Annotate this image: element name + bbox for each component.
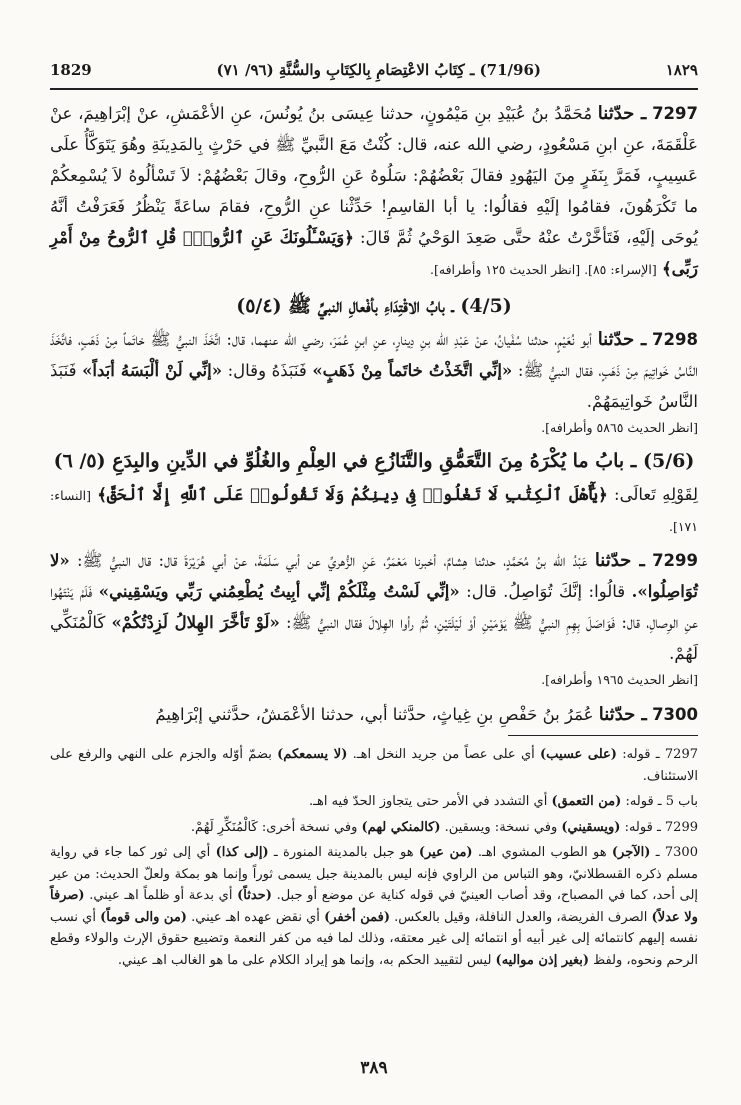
footnotes <box>50 744 698 975</box>
footnote-text: هو جبل بالمدينة المنورة ـ <box>273 845 414 860</box>
page <box>50 0 698 1105</box>
prophet-quote: «لَوْ تَأخَّرَ الهِلالُ لَزِدْتُكُمْ» <box>111 613 280 632</box>
footnote-term: (الآجر) <box>611 845 651 860</box>
footnote-term: (حدثاً) <box>237 888 272 903</box>
footnote-term: (من التعمق) <box>551 794 622 809</box>
chapter-heading-5: (5/6) ـ بابُ ما يُكْرَهُ مِنَ التَّعَمُّقِ والتَّنَازُعِ في العِلْمِ والغُلُوِّ في الدِّينِ والبِدَعِ (٥/ ٦) <box>53 450 695 472</box>
hadith-text: مُحَمَّدُ بنُ عُبَيْدِ بنِ مَيْمُونٍ، حدثنا عِيسَى بنُ يُونُسَ، عنِ الأعْمَشِ، عنْ إبْرَاهِيمَ، عنْ عَلْقَمَةَ، عنِ ابنِ مَسْعُودٍ، رضي الله عنه، قال: كُنْتُ مَعَ النَّبيِّ ﷺ في حَرْثٍ بِالمَدِينَةِ وهُوَ يَتَوَكَّأُ علَى عَسِيبٍ، فَمَرَّ بِنَفَرٍ مِنَ اليَهُودِ فقالَ بَعْضُهُمْ: سَلُوهُ عَنِ الرُّوحِ، وقالَ بَعْضُهُمْ: لاَ تَسْألُوهُ لاَ يُسْمِعكُمْ ما تَكْرَهُونَ، فقامُوا إلَيْهِ فقالُوا: يا أبا القاسِمِ! حَدِّثْنا عنِ الرُّوحِ، فقامَ ساعَةً يَنْظُرُ فَعَرَفْتُ أنَّهُ يُوحَى إلَيْهِ، فَتَأخَّرْتُ عنْهُ حتَّى صَعِدَ الوَحْيُ ثُمَّ قَالَ: <box>50 104 698 247</box>
footnote-text: أي إلى ثور كما جاء في رواية مسلم ذكره القسطلانيّ، وهو التباس من الراوي فإنه ليس بالمدينة جبل يسمى ثوراً وإنما هو بمكة ولعلّ الحديث: من عير إلى أحد، كما في المصباح، وقد أصاب العينيّ في قوله كناية عن موضع أو جبل. <box>50 845 699 903</box>
running-header <box>50 56 698 84</box>
footnote-text: أي بدعة أو ظلماً اهـ عيني. <box>89 888 233 903</box>
hadith-reference: [انظر الحديث ١٩٦٥ وأطرافه]. <box>541 672 698 687</box>
header-rule <box>50 88 698 90</box>
verse-reference: [النساء: ١٧١]. <box>50 488 698 534</box>
haddathana-label: ـ حدّثنا <box>597 329 647 350</box>
hadith-number: 7298 <box>652 330 698 349</box>
footnote-label: باب 5 ـ قوله: <box>625 794 698 809</box>
footnote-text: بضمّ أوّله والجزم على النهي والرفع على الاستئناف. <box>50 747 698 784</box>
hadith-7298 <box>50 324 698 417</box>
footnote-label: 7300 ـ <box>655 845 698 860</box>
chapter-heading-4: (4/5) ـ بابُ الاقْتِدَاءِ بأفْعالِ النبيِّ ﷺ (٥/٤) <box>236 295 512 317</box>
prophet-quote: «إنِّي لَنْ ألْبَسَهُ أبَداً» <box>82 361 223 380</box>
footnote-term: (لا يسمعكم) <box>277 747 348 762</box>
page-number: ٣٨٩ <box>360 1058 388 1078</box>
footnote-term: (من عير) <box>418 845 473 860</box>
hadith-7299 <box>50 545 698 669</box>
footnote-term: (صرفاً ولا عدلاً) <box>50 888 698 925</box>
hadith-7297 <box>50 98 698 284</box>
prophet-quote: «إنِّي لَسْتُ مِثْلَكُمْ إنِّي أبِيتُ يُطْعِمُني رَبِّي ويَسْقِيني» <box>98 582 460 601</box>
footnote-text: أي على عصاً من جريد النخل اهـ. <box>352 747 535 762</box>
footnote-label: 7299 ـ قوله: <box>624 819 698 835</box>
hadith-text-mid: قالُوا: إنَّكَ تُوَاصِلُ. قال: <box>466 582 626 601</box>
hadith-text: عَبْدُ الله بنُ مُحَمَّدٍ، حدثنا هِشامٌ، أخبرنا مَعْمَرٌ، عَنِ الزُّهريِّ عن أبي سَلَمَةَ، عنْ أبي هُرَيْرَةَ قال: قال النبيُّ ﷺ: <box>76 551 588 570</box>
header-page-latin: 1829 <box>50 61 92 79</box>
quran-quote: ﴿وَيَسْـَٔلُونَكَ عَنِ ٱلرُّوحِۖ قُلِ ٱلرُّوحُ مِنْ أَمْرِ رَبِّى﴾ <box>50 228 698 278</box>
footnote-7300 <box>50 842 698 971</box>
main-text <box>50 98 698 730</box>
footnote-text: أي التشدد في الأمر حتى يتجاوز الحدّ فيه اهـ. <box>309 794 548 809</box>
footnote-term: (من والى قوماً) <box>100 909 187 925</box>
header-title: (71/96) ـ كِتَابُ الاعْتِصَامِ بِالكِتَابِ والسُّنَّةِ (٩٦/ ٧١) <box>216 61 541 79</box>
footnote-text: وفي نسخة أخرى: كَالْمُنَكِّرِ لَهُمْ. <box>190 819 358 835</box>
hadith-text: عُمَرُ بنُ حَفْصِ بنِ غِياثٍ، حدَّثنا أبي، حدثنا الأعْمَشُ، حدَّثني إبْرَاهِيمُ <box>155 705 594 724</box>
footnote-label: 7297 ـ قوله: <box>622 747 698 762</box>
hadith-text: أبو نُعَيْمٍ، حدثنا سُفْيانُ، عنْ عَبْدِ الله بنِ دِينارٍ، عنِ ابنِ عُمَرَ، رضي الله عنهما، قال: اتَّخَذَ النبيُّ ﷺ خاتَماً مِنْ ذَهَبٍ، فاتَّخَذَ النَّاسُ خَواتِيمَ مِنْ ذَهَبٍ، فقال النبيُّ ﷺ: <box>50 330 699 380</box>
haddathana-label: ـ حدّثنا <box>598 704 647 725</box>
hadith-number: 7300 <box>652 705 698 724</box>
hadith-text-end: فَنَبَذَ النَّاسُ خَواتِيمَهُمْ. <box>50 361 698 411</box>
footnote-text: هو الطوب المشوي اهـ. <box>477 845 607 860</box>
footnote-term: (ويسقيني) <box>561 819 621 835</box>
hadith-reference: [انظر الحديث ٥٨٦٥ وأطرافه]. <box>541 420 698 435</box>
hadith-text-end: كَالْمُنَكِّي لَهُمْ. <box>50 613 698 663</box>
header-page-arabic: ١٨٢٩ <box>665 61 698 79</box>
footnote-text: وفي نسخة: ويسقين. <box>444 819 558 835</box>
hadith-text-mid: فَنَبَذَهُ وقال: <box>227 361 307 380</box>
verse-citation <box>50 479 698 541</box>
footnote-text: أي نقض عهده اهـ عيني. <box>191 909 320 925</box>
footnote-term: (بغير إذن مواليه) <box>495 952 589 968</box>
hadith-number: 7297 <box>652 104 698 123</box>
hadith-7300 <box>50 699 698 730</box>
hadith-text-mid: فَلَمْ يَنْتَهُوا عنِ الوِصالِ، قال: فَوَاصَلَ بِهِمِ النبيُّ ﷺ يَوْمَيْنِ أوْ لَيْلَتَيْنِ، ثُمَّ رأوا الهِلالَ فقال النبيُّ ﷺ: <box>50 582 698 632</box>
haddathana-label: ـ حدّثنا <box>594 550 645 571</box>
hadith-number: 7299 <box>652 551 699 570</box>
prophet-quote: «لا تُوَاصِلُوا». <box>50 551 698 601</box>
hadith-reference: [الإسراء: ٨٥]. [انظر الحديث ١٢٥ وأطرافه]. <box>430 262 657 277</box>
footnote-text: أي نسب نفسه إليهم كانتمائه إلى غير أبيه أو انتمائه إلى غير معتقه، وذلك لما فيه من كفر النعمة وتضييع حقوق الإرث والولاء وقطع الرحم ونحوه، ولفظ <box>50 909 698 968</box>
prophet-quote: «إنِّي اتَّخَذْتُ خاتَماً مِنْ ذَهَبٍ» <box>312 361 513 380</box>
footnote-bab-5 <box>50 791 698 813</box>
verse-intro: لِقَوْلِهِ تَعالَى: <box>614 485 699 504</box>
footnote-7299 <box>50 817 698 839</box>
footnote-rule <box>508 735 698 736</box>
footnote-term: (إلى كذا) <box>215 845 269 860</box>
footnote-term: (كالمنكي لهم) <box>361 819 441 835</box>
footnote-term: (فمن أخفر) <box>324 909 390 925</box>
haddathana-label: ـ حدّثنا <box>597 103 647 124</box>
footnote-term: (على عسيب) <box>540 747 617 762</box>
footnote-text: الصرف الفريضة، والعدل النافلة، وقيل بالعكس. <box>394 909 648 925</box>
footnote-text: ليس لتقييد الحكم به، وإنما هو إيراد الكلام على ما هو الغالب اهـ عيني. <box>117 952 492 968</box>
quran-verse: ﴿يَٰٓأَهْلَ ٱلْكِتَٰبِ لَا تَغْلُوا۟ فِى دِينِكُمْ وَلَا تَقُولُوا۟ عَلَى ٱللَّهِ إِلَّا ٱلْحَقَّ﴾ <box>97 485 608 504</box>
footnote-7297 <box>50 744 698 787</box>
